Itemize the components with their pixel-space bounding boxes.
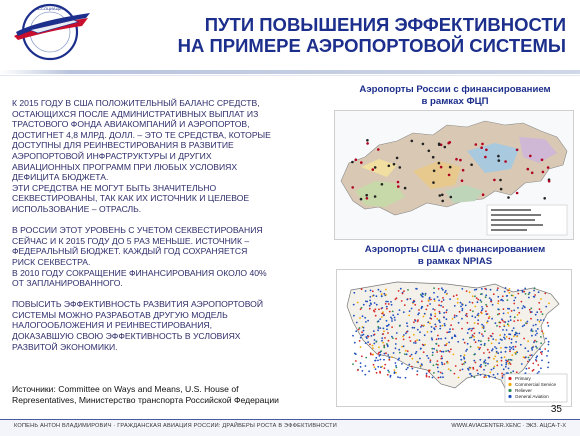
usa-legend-label: Commercial Service xyxy=(515,382,557,387)
usa-map-legend xyxy=(505,374,567,402)
paragraph-conclusion: ПОВЫСИТЬ ЭФФЕКТИВНОСТЬ РАЗВИТИЯ АЭРОПОРТОВОЙ СИСТЕМЫ МОЖНО РАЗРАБОТАВ ДРУГУЮ МОДЕЛЬ НАЛОГООБЛОЖЕНИЯ И РЕИНВЕСТИРОВАНИЯ, ДОКАЗАВШУЮ СВОЮ ЭФФЕКТИВНОСТЬ В УСЛОВИЯХ РАЗВИТОЙ ЭКОНОМИКИ. xyxy=(12,299,264,352)
usa-legend-label: Reliever xyxy=(515,388,532,393)
body-text xyxy=(12,98,324,363)
paragraph-usa-trust-fund: К 2015 ГОДУ В США ПОЛОЖИТЕЛЬНЫЙ БАЛАНС СРЕДСТВ, ОСТАЮЩИХСЯ ПОСЛЕ АДМИНИСТРАТИВНЫХ ВЫПЛАТ ИЗ ТРАСТОВОГО ФОНДА АВИАКОМПАНИЙ И АЭРОПОРТОВ, ДОСТИГНЕТ 4,8 МЛРД. ДОЛЛ. – ЭТО ТЕ СРЕДСТВА, КОТОРЫЕ ДОСТУПНЫ ДЛЯ РЕИНВЕСТИРОВАНИЯ В РАЗВИТИЕ АЭРОПОРТОВОЙ ИНФРАСТРУКТУРЫ И ДРУГИХ АВИАЦИОННЫХ ПРОГРАММ ПРИ ЛЮБЫХ УСЛОВИЯХ ДЕФИЦИТА БЮДЖЕТА. ЭТИ СРЕДСТВА НЕ МОГУТ БЫТЬ ЗНАЧИТЕЛЬНО СЕКВЕСТИРОВАНЫ, ТАК КАК ИХ ИСТОЧНИК И ЦЕЛЕВОЕ ИСПОЛЬЗОВАНИЕ – ОТРАСЛЬ. xyxy=(12,98,271,214)
page-number: 35 xyxy=(550,404,562,415)
title-line-2: НА ПРИМЕРЕ АЭРОПОРТОВОЙ СИСТЕМЫ xyxy=(177,35,566,56)
paragraph-russia-budget: В РОССИИ ЭТОТ УРОВЕНЬ С УЧЕТОМ СЕКВЕСТИРОВАНИЯ СЕЙЧАС И К 2015 ГОДУ ДО 5 РАЗ МЕНЬШЕ. ИСТОЧНИК – ФЕДЕРАЛЬНЫЙ БЮДЖЕТ. КАЖДЫЙ ГОД СОХРАНЯЕТСЯ РИСК СЕКВЕСТРА. В 2010 ГОДУ СОКРАЩЕНИЕ ФИНАНСИРОВАНИЯ ОКОЛО 40% ОТ ЗАПЛАНИРОВАННОГО. xyxy=(12,225,267,289)
usa-legend-label: General Aviation xyxy=(515,394,549,399)
footer-left-text: КОПЕНЬ АНТОН ВЛАДИМИРОВИЧ · ГРАЖДАНСКАЯ АВИАЦИЯ РОССИИ: ДРАЙВЕРЫ РОСТА В ЭФФЕКТИВНОСТИ xyxy=(14,423,337,429)
footer-bar xyxy=(0,419,580,436)
header-divider xyxy=(0,70,580,74)
russia-airports-map xyxy=(334,110,574,240)
usa-map-caption: Аэропорты США с финансированием в рамках NPIAS xyxy=(364,244,546,267)
page-title xyxy=(146,14,566,56)
usa-legend-marker xyxy=(508,377,511,380)
svg-text:АССОЦИАЦИЯ: АССОЦИАЦИЯ xyxy=(35,6,65,11)
usa-legend-marker xyxy=(508,383,511,386)
footer-right-text: WWW.AVIACENTER.XENC · ЭКЗ. АЦСА-Т-Х xyxy=(451,423,566,429)
usa-legend-marker xyxy=(508,389,511,392)
association-logo-icon xyxy=(8,2,92,62)
title-line-1: ПУТИ ПОВЫШЕНИЯ ЭФФЕКТИВНОСТИ xyxy=(204,14,566,35)
russia-map-caption: Аэропорты России с финансированием в рамках ФЦП xyxy=(359,84,551,107)
usa-legend-marker xyxy=(508,395,511,398)
sources-note: Источники: Committee on Ways and Means, U.S. House of Representatives, Министерство транспорта Российской Федерации xyxy=(12,384,279,405)
usa-airports-map xyxy=(336,269,572,407)
header-divider-thin xyxy=(0,75,580,76)
usa-legend-label: Primary xyxy=(515,376,531,381)
